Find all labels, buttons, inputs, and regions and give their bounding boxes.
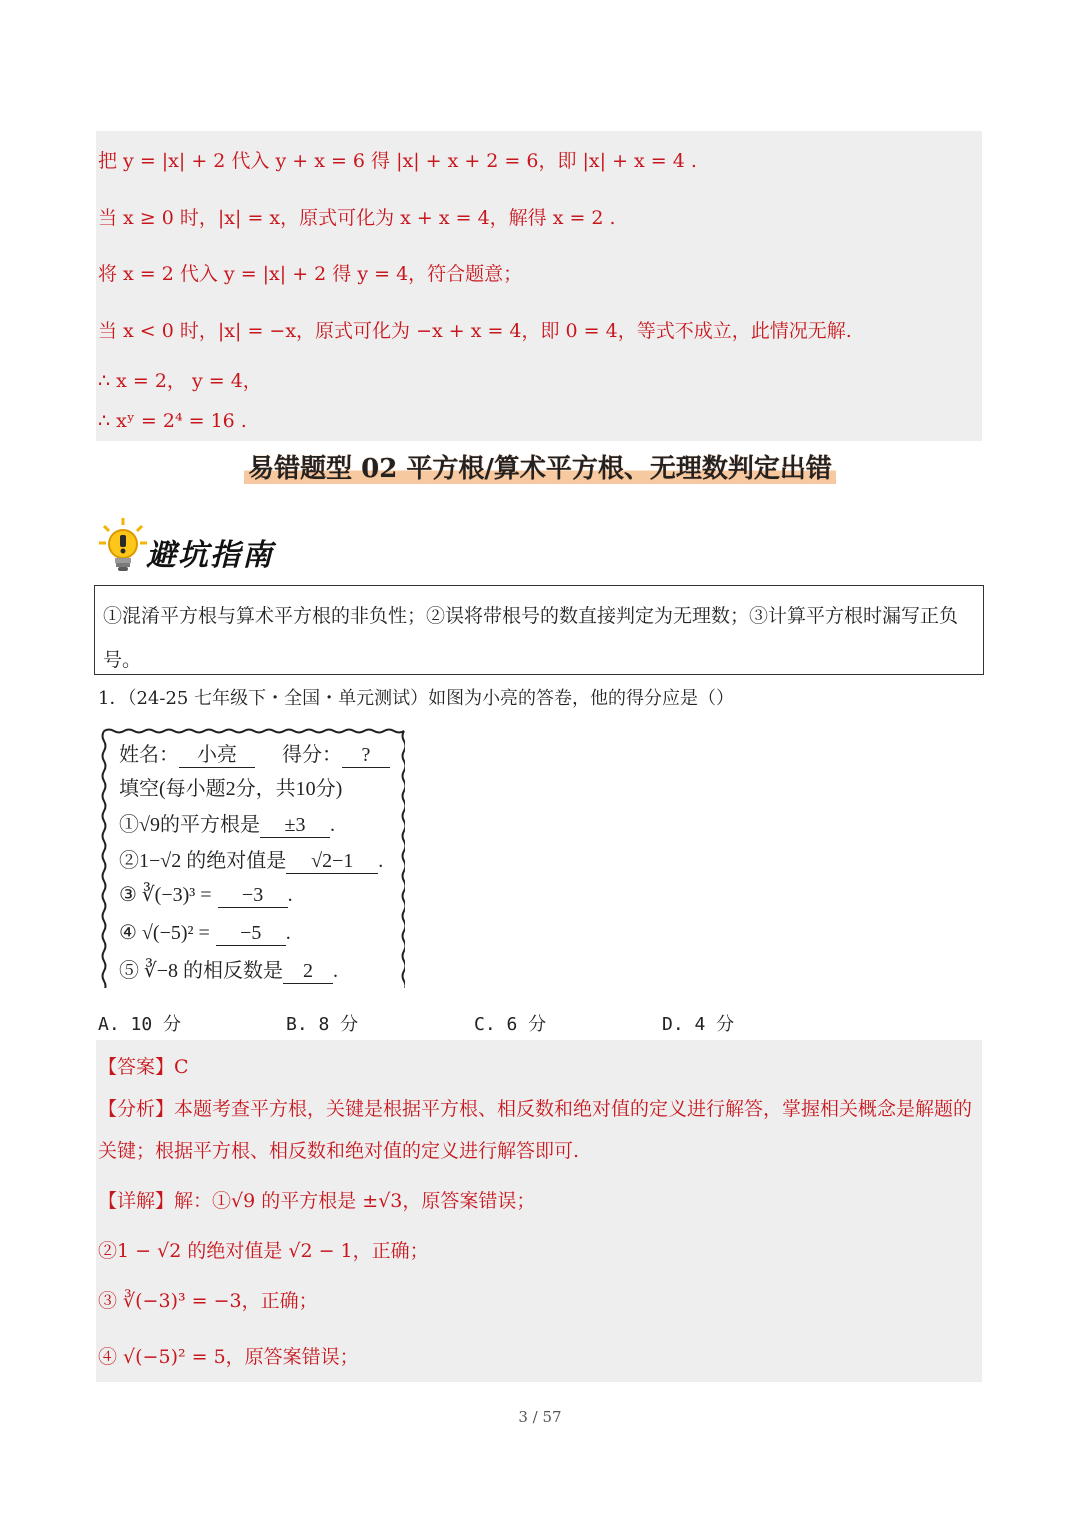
guide-text: ①混淆平方根与算术平方根的非负性；②误将带根号的数直接判定为无理数；③计算平方根时漏写正负号。: [103, 605, 959, 671]
sheet-item-4-end: .: [285, 922, 291, 944]
analysis-line-2: 关键；根据平方根、相反数和绝对值的定义进行解答即可.: [98, 1140, 580, 1162]
sheet-item-5-answer: 2: [283, 960, 333, 984]
sheet-score-value: ?: [342, 744, 390, 768]
sheet-item-3-end: .: [287, 884, 293, 906]
solution-continuation-box: [96, 131, 982, 441]
sheet-item-1-end: .: [329, 814, 335, 836]
sheet-score-label: 得分：: [282, 744, 342, 766]
sheet-item-1: ①√9的平方根是: [119, 814, 260, 836]
sheet-item-1-answer: ±3: [260, 814, 330, 838]
analysis-line-1: 【分析】本题考查平方根，关键是根据平方根、相反数和绝对值的定义进行解答，掌握相关概念是解题的: [98, 1098, 973, 1120]
sheet-item-2: ②1−√2 的绝对值是: [119, 850, 287, 872]
solution-line-5: ∴ x = 2， y = 4，: [98, 370, 262, 392]
section-title-text: 易错题型 02 平方根/算术平方根、无理数判定出错: [244, 454, 836, 484]
answer-sheet-image: [99, 726, 405, 988]
guide-label: 避坑指南: [146, 538, 274, 573]
option-d: D. 4 分: [662, 1014, 735, 1035]
option-b: B. 8 分: [286, 1014, 359, 1035]
option-a: A. 10 分: [98, 1014, 182, 1035]
solution-line-1: 把 y = |x| + 2 代入 y + x = 6 得 |x| + x + 2 = 6，即 |x| + x = 4 .: [98, 150, 697, 172]
sheet-item-5-end: .: [333, 960, 339, 982]
section-title: [0, 448, 1080, 485]
sheet-item-3: ③ ∛(−3)³ =: [119, 884, 212, 906]
solution-line-6: ∴ xʸ = 2⁴ = 16 .: [98, 410, 247, 432]
sheet-instruction: 填空(每小题2分，共10分): [119, 778, 343, 800]
sheet-item-2-answer: √2−1: [286, 850, 378, 874]
detail-line-2: ②1 − √2 的绝对值是 √2 − 1，正确；: [98, 1240, 429, 1262]
answer-box: [96, 1040, 982, 1382]
sheet-item-4-answer: −5: [216, 922, 286, 946]
solution-line-3: 将 x = 2 代入 y = |x| + 2 得 y = 4，符合题意；: [98, 263, 523, 285]
sheet-item-5: ⑤ ∛−8 的相反数是: [119, 960, 284, 982]
answer-line: 【答案】C: [98, 1056, 189, 1078]
detail-line-1: 【详解】解：①√9 的平方根是 ±√3，原答案错误；: [98, 1190, 536, 1212]
sheet-item-3-answer: −3: [218, 884, 288, 908]
lightbulb-icon: [98, 516, 148, 574]
question-stem: 1．（24-25 七年级下・全国・单元测试）如图为小亮的答卷，他的得分应是（）: [98, 688, 735, 709]
guide-box: [94, 585, 984, 675]
sheet-name-label: 姓名：: [119, 744, 179, 766]
solution-line-4: 当 x < 0 时，|x| = −x，原式可化为 −x + x = 4，即 0 = 4，等式不成立，此情况无解.: [98, 320, 852, 342]
detail-line-4: ④ √(−5)² = 5，原答案错误；: [98, 1346, 359, 1368]
solution-line-2: 当 x ≥ 0 时，|x| = x，原式可化为 x + x = 4，解得 x = 2 .: [98, 207, 616, 229]
sheet-item-4: ④ √(−5)² =: [119, 922, 210, 944]
guide-header: [98, 516, 298, 576]
sheet-name-value: 小亮: [179, 738, 255, 768]
detail-line-3: ③ ∛(−3)³ = −3，正确；: [98, 1290, 318, 1312]
sheet-item-2-end: .: [378, 850, 384, 872]
option-c: C. 6 分: [474, 1014, 547, 1035]
page-number: 3 / 57: [518, 1408, 562, 1426]
